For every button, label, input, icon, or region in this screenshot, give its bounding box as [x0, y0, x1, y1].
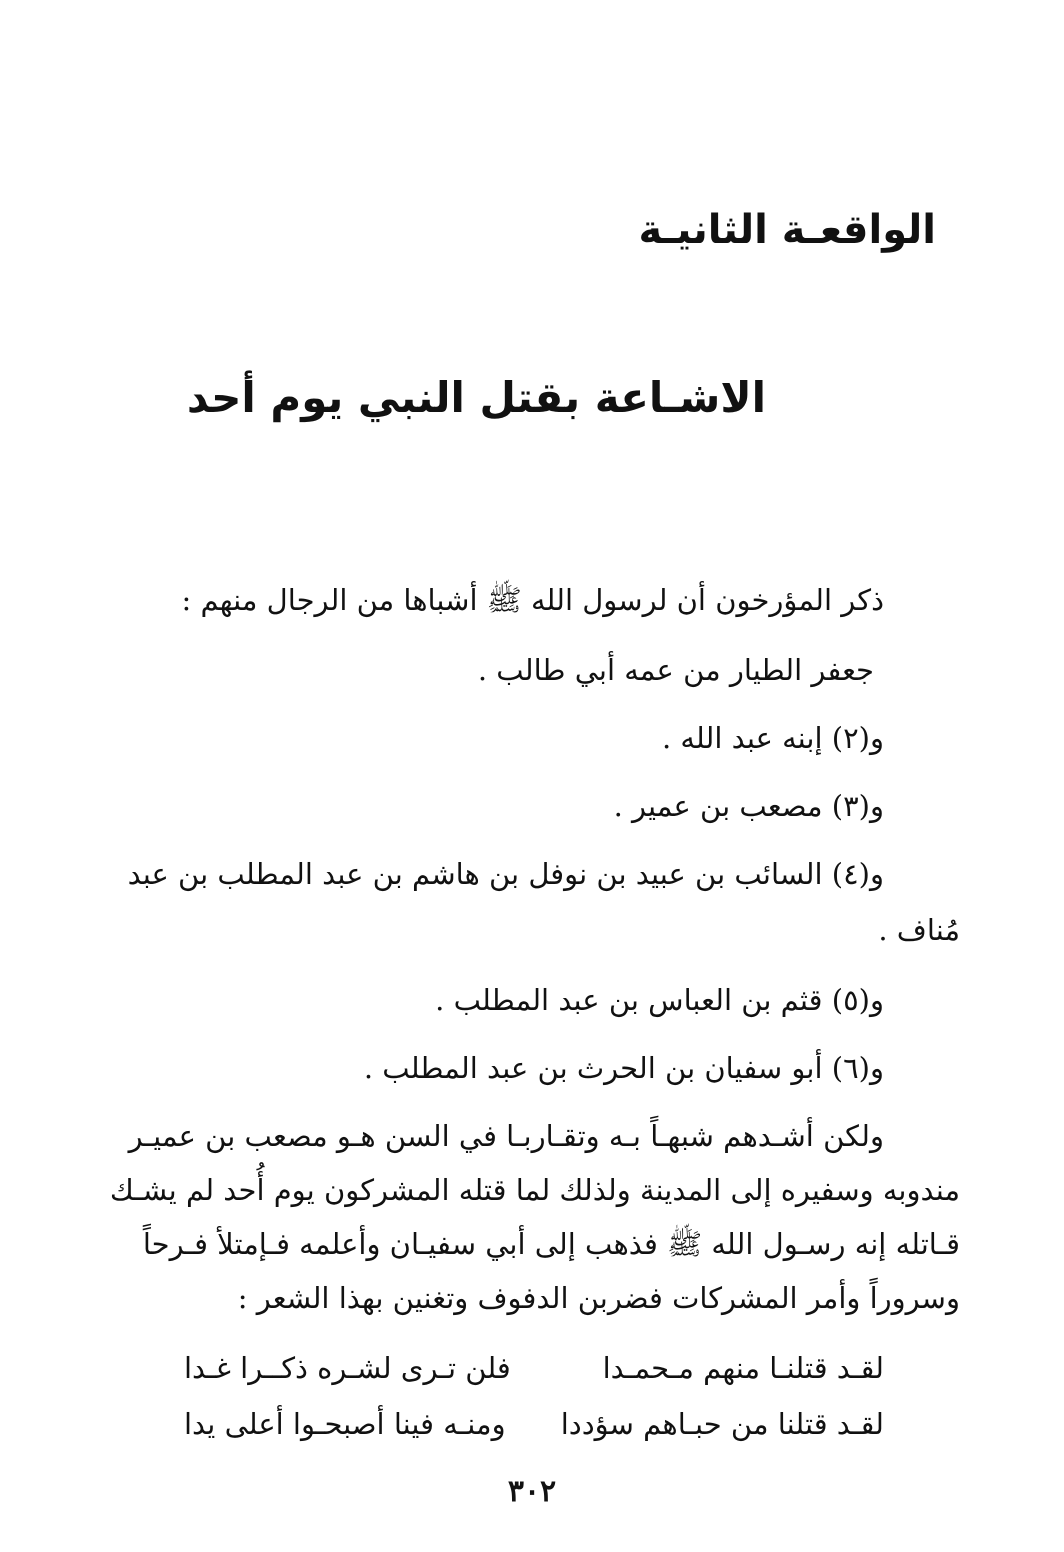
poem-verse-2-second-hemistich: ومنـه فينا أصبحـوا أعلى يدا	[184, 1407, 506, 1441]
poem	[184, 1340, 884, 1452]
list-item-6: و(٦) أبو سفيان بن الحرث بن عبد المطلب .	[363, 1051, 884, 1085]
poem-verse-1-second-hemistich: فلن تـرى لشـره ذكــرا غـدا	[184, 1351, 511, 1385]
poem-verse-1-first-hemistich: لقـد قتلنـا منهم مـحمـدا	[602, 1351, 884, 1385]
list-item-1: جعفر الطيار من عمه أبي طالب .	[477, 653, 874, 687]
list-item-4-continuation: مُناف .	[878, 913, 960, 947]
page-number: ٣٠٢	[507, 1474, 557, 1509]
paragraph-line-4: وسروراً وأمر المشركات فضربن الدفوف وتغنين بهذا الشعر :	[237, 1281, 960, 1315]
chapter-title: الاشـاعة بقتل النبي يوم أحد	[186, 373, 766, 422]
poem-verse-1	[184, 1340, 884, 1396]
poem-verse-2	[184, 1396, 884, 1452]
list-item-2: و(٢) إبنه عبد الله .	[661, 721, 884, 755]
poem-verse-2-first-hemistich: لقـد قتلنا من حبـاهم سؤددا	[560, 1407, 884, 1441]
list-item-4: و(٤) السائب بن عبيد بن نوفل بن هاشم بن عبد المطلب بن عبد	[127, 857, 884, 891]
list-item-5: و(٥) قثم بن العباس بن عبد المطلب .	[435, 983, 884, 1017]
paragraph-line-1: ولكن أشـدهم شبهـاً بـه وتقـاربـا في السن هـو مصعب بن عميـر	[128, 1119, 884, 1153]
intro-line: ذكر المؤرخون أن لرسول الله ﷺ أشباها من الرجال منهم :	[181, 583, 884, 617]
list-item-3: و(٣) مصعب بن عمير .	[613, 789, 884, 823]
paragraph-line-3: قـاتله إنه رسـول الله ﷺ فذهب إلى أبي سفيـان وأعلمه فـإمتلأ فـرحاً	[142, 1227, 960, 1261]
paragraph-line-2: مندوبه وسفيره إلى المدينة ولذلك لما قتله المشركون يوم أُحد لم يشـك	[109, 1173, 960, 1207]
section-heading: الواقعـة الثانيـة	[638, 207, 936, 253]
